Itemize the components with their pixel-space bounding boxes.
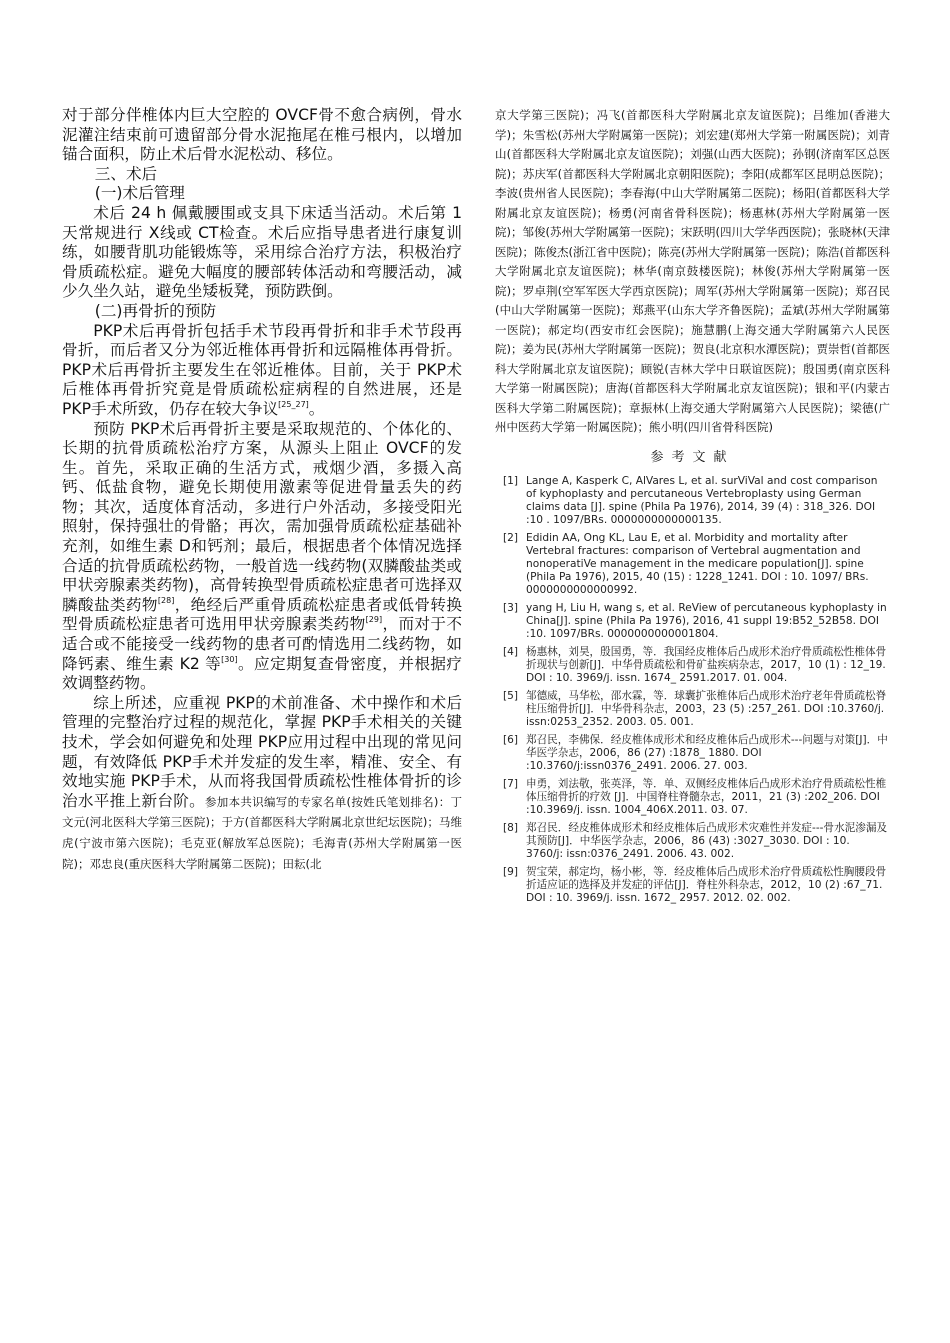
reference-number: [7]: [503, 777, 519, 790]
paragraph-prevention-part-c: ，而对于不适合或不能接受一线药物的患者可酌情选用二线药物，如降钙素、维生素 K2 等: [62, 615, 462, 673]
paragraph-conclusion: [62, 694, 462, 874]
reference-item: [495, 734, 890, 773]
paragraph-postop-management: 术后 24 h 佩戴腰围或支具下床适当活动。术后第 1 天常规进行 X线或 CT检查。术后应指导患者进行康复训练，如腰背肌功能锻炼等，采用综合治疗方法，积极治疗骨质疏松症。避免大幅度的腰部转体活动和弯腰活动，减少久坐久站，避免坐矮板凳，预防跌倒。: [62, 203, 462, 301]
reference-text: 杨惠林，刘昊，殷国勇，等．我国经皮椎体后凸成形术治疗骨质疏松性椎体骨折现状与创新[J]．中华骨质疏松和骨矿盐疾病杂志，2017，10 (1) : 12_19. DOI : 10. 3969/j. issn. 1674_ 2591.2017. 01. 004.: [526, 645, 887, 684]
citation-25-27: [25_27]: [278, 399, 309, 409]
paragraph-refracture: [62, 322, 462, 420]
reference-item: [495, 778, 890, 817]
paragraph-prevention-part-d: 。应定期复查骨密度，并根据疗效调整药物。: [62, 654, 462, 693]
reference-text: 邹德威，马华松，邵水霖，等．球囊扩张椎体后凸成形术治疗老年骨质疏松脊柱压缩骨折[J]．中华骨科杂志，2003，23 (5) :257_261. DOI :10.3760/j. issn:0253_2352. 2003. 05. 001.: [526, 689, 887, 728]
reference-number: [6]: [503, 733, 519, 746]
reference-number: [5]: [503, 689, 519, 702]
reference-number: [4]: [503, 645, 519, 658]
reference-item: [495, 690, 890, 729]
paragraph-prevention: [62, 420, 462, 694]
paragraph-refracture-end: 。: [308, 399, 325, 418]
reference-text: 申勇，刘法敬，张英泽，等．单、双侧经皮椎体后凸成形术治疗骨质疏松性椎体压缩骨折的疗效 [J]．中国脊柱脊髓杂志，2011，21 (3) :202_206. DOI :10.3969/j. issn. 1004_406X.2011. 03. 07.: [526, 777, 887, 816]
reference-text: 贺宝荣，郝定均，杨小彬，等．经皮椎体后凸成形术治疗骨质疏松性胸腰段骨折适应证的选择及并发症的评估[J]．脊柱外科杂志，2012，10 (2) :67_71. DOI : 10. 3969/j. issn. 1672_ 2957. 2012. 02. 002.: [526, 865, 887, 904]
paragraph-prevention-part-a: 预防 PKP术后再骨折主要是采取规范的、个体化的、长期的抗骨质疏松治疗方案，从源头上阻止 OVCF的发生。首先，采取正确的生活方式，戒烟少酒，多摄入高钙、低盐食物，避免长期使用激素等促进骨量丢失的药物；其次，适度体育活动，多进行户外活动，多接受阳光照射，保持强壮的骨骼；再次，需加强骨质疏松症基础补充剂，如维生素 D和钙剂；最后，根据患者个体情况选择合适的抗骨质疏松药物，一般首选一线药物(双膦酸盐类或甲状旁腺素类药物)，高骨转换型骨质疏松症患者可选择双膦酸盐类药物: [62, 419, 462, 614]
reference-item: [495, 475, 890, 527]
paragraph-conclusion-text: 综上所述，应重视 PKP的术前准备、术中操作和术后管理的完整治疗过程的规范化，掌握 PKP手术相关的关键技术，学会如何避免和处理 PKP应用过程中出现的常见问题，有效降低 PKP手术并发症的发生率，精准、安全、有效地实施 PKP手术，从而将我国骨质疏松性椎体骨折的诊治水平推上新台阶。: [62, 693, 462, 810]
citation-29: [29]: [365, 615, 383, 625]
reference-number: [8]: [503, 821, 519, 834]
reference-number: [9]: [503, 865, 519, 878]
reference-text: 郑召民，李佛保．经皮椎体成形术和经皮椎体后凸成形术---问题与对策[J]．中华医学杂志，2006，86 (27) :1878_ 1880. DOI :10.3760/j:issn0376_2491. 2006. 27. 003.: [526, 733, 888, 772]
reference-item: [495, 822, 890, 861]
reference-text: Edidin AA, Ong KL, Lau E, et al. Morbidity and mortality after Vertebral fractures: comparison of Vertebral augmentation and nonoperatiVe management in the medicare population[J]. spine (Phila Pa 1976), 2015, 40 (15) : 1228_1241. DOI : 10. 1097/ BRs. 0000000000000992.: [526, 531, 869, 596]
expert-list-part-a: 参加本共识编写的专家名单(按姓氏笔划排名)：丁文元(河北医科大学第三医院)；于方(首都医科大学附属北京世纪坛医院)；马维虎(宁波市第六医院)；毛克亚(解放军总医院)；毛海青(苏州大学附属第一医院)；邓忠良(重庆医科大学附属第二医院)；田耘(北: [62, 794, 462, 871]
reference-text: Lange A, Kasperk C, AlVares L, et al. surViVal and cost comparison of kyphoplasty and percutaneous Vertebroplasty using German claims data [J]. spine (Phila Pa 1976), 2014, 39 (4) : 318_326. DOI :10 . 1097/BRs. 0000000000000135.: [526, 474, 878, 526]
reference-number: [2]: [503, 531, 519, 544]
paragraph-prevention-part-b: ，绝经后严重骨质疏松症患者或低骨转换型骨质疏松症患者可选用甲状旁腺素类药物: [62, 595, 462, 634]
left-column: [62, 106, 462, 874]
reference-item: [495, 602, 890, 641]
right-column: [495, 106, 890, 910]
subheading-postop-management: (一)术后管理: [94, 184, 185, 203]
citation-30: [30]: [221, 654, 238, 664]
paragraph-ovcf-cement: 对于部分伴椎体内巨大空腔的 OVCF骨不愈合病例，骨水泥灌注结束前可遗留部分骨水泥拖尾在椎弓根内，以增加锚合面积，防止术后骨水泥松动、移位。: [62, 106, 462, 164]
paragraph-refracture-text: PKP术后再骨折包括手术节段再骨折和非手术节段再骨折，而后者又分为邻近椎体再骨折和远隔椎体再骨折。PKP术后再骨折主要发生在邻近椎体。目前，关于 PKP术后椎体再骨折究竟是骨质疏松症病程的自然进展，还是 PKP手术所致，仍存在较大争议: [62, 321, 462, 418]
references-heading: 参考文献: [650, 449, 735, 465]
reference-item: [495, 532, 890, 597]
reference-item: [495, 646, 890, 685]
reference-number: [3]: [503, 601, 519, 614]
reference-text: yang H, Liu H, wang s, et al. ReView of percutaneous kyphoplasty in China[J]. spine (Phila Pa 1976), 2016, 41 suppl 19:B52_52B58. DOI :10. 1097/BRs. 0000000000001804.: [526, 601, 887, 640]
expert-list-part-b: 京大学第三医院)；冯飞(首都医科大学附属北京友谊医院)；吕维加(香港大学)；朱雪松(苏州大学附属第一医院)；刘宏建(郑州大学第一附属医院)；刘青山(首都医科大学附属北京友谊医院)；刘强(山西大医院)；孙钢(济南军区总医院)；苏庆军(首都医科大学附属北京朝阳医院)；李阳(成都军区昆明总医院)；李波(贵州省人民医院)；李春海(中山大学附属第二医院)；杨阳(首都医科大学附属北京友谊医院)；杨勇(河南省骨科医院)；杨惠林(苏州大学附属第一医院)；邹俊(苏州大学附属第一医院)；宋跃明(四川大学华西医院)；张晓林(天津医院)；陈俊杰(浙江省中医院)；陈亮(苏州大学附属第一医院)；陈浩(首都医科大学附属北京友谊医院)；林华(南京鼓楼医院)；林俊(苏州大学附属第一医院)；罗卓荆(空军军医大学西京医院)；周军(苏州大学附属第一医院)；郑召民(中山大学附属第一医院)；郑燕平(山东大学齐鲁医院)；孟斌(苏州大学附属第一医院)；郝定均(西安市红会医院)；施慧鹏(上海交通大学附属第六人民医院)；姜为民(苏州大学附属第一医院)；贺良(北京积水潭医院)；贾崇哲(首都医科大学附属北京友谊医院)；顾锐(吉林大学中日联谊医院)；殷国勇(南京医科大学第一附属医院)；唐海(首都医科大学附属北京友谊医院)；银和平(内蒙古医科大学第二附属医院)；章振林(上海交通大学附属第六人民医院)；梁德(广州中医药大学第一附属医院)；熊小明(四川省骨科医院): [495, 108, 890, 434]
reference-list: [495, 475, 890, 905]
reference-number: [1]: [503, 474, 519, 487]
reference-text: 郑召民．经皮椎体成形术和经皮椎体后凸成形术灾难性并发症---骨水泥渗漏及其预防[J]．中华医学杂志，2006，86 (43) :3027_3030. DOI : 10. 3760/j: issn:0376_2491. 2006. 43. 002.: [526, 821, 888, 860]
citation-28: [28]: [157, 595, 175, 605]
section-heading-postop: 三、术后: [94, 164, 158, 183]
reference-item: [495, 866, 890, 905]
subheading-refracture-prevention: (二)再骨折的预防: [94, 301, 217, 320]
